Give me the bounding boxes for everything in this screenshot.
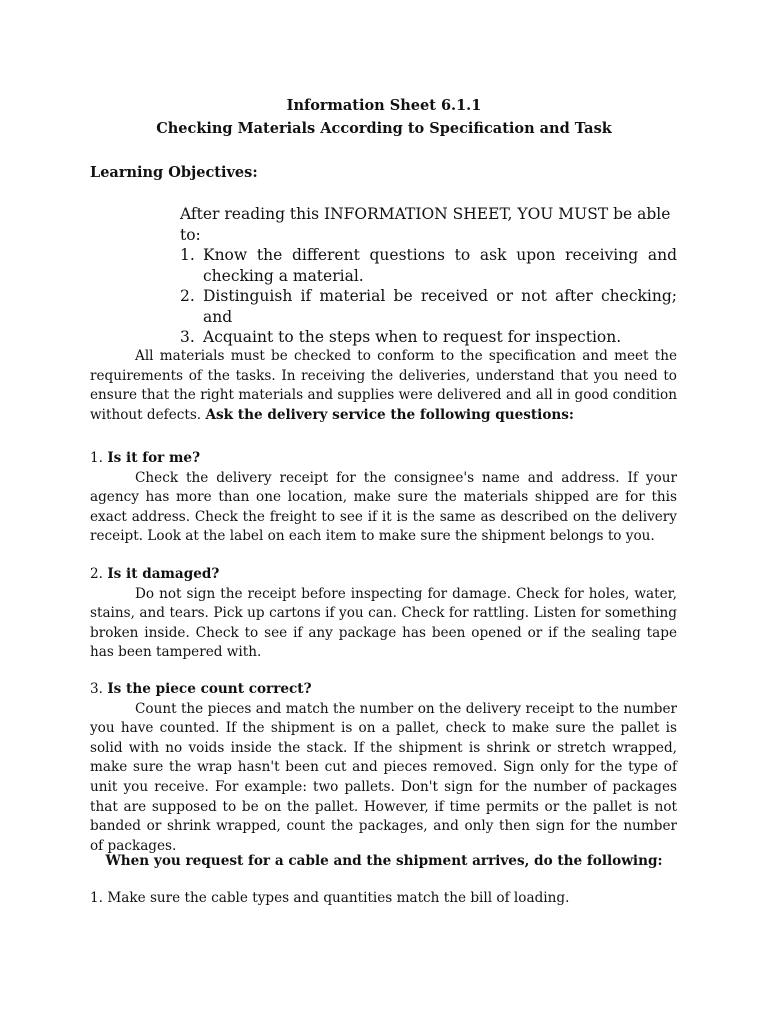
cable-step-number: 1. <box>90 890 103 906</box>
learning-objectives-heading: Learning Objectives: <box>90 164 258 181</box>
learning-objectives-list <box>180 204 677 348</box>
document-title <box>0 94 768 140</box>
question-text: Is the piece count correct? <box>107 681 312 697</box>
objective-item <box>180 245 677 286</box>
objective-number: 2. <box>180 287 195 305</box>
objective-item <box>180 327 677 348</box>
cable-step-text: Make sure the cable types and quantities match the bill of loading. <box>107 890 570 906</box>
question-answer: Count the pieces and match the number on the delivery receipt to the number you have counted. If the shipment is on a pallet, check to make sure the pallet is solid with no voids inside the stack. If the shipment is shrink or stretch wrapped, make sure the wrap hasn't been cut and pieces removed. Sign only for the type of unit you receive. For example: two pallets. Don't sign for the number of packages that are supposed to be on the pallet. However, if time permits or the pallet is not banded or shrink wrapped, count the packages, and only then sign for the number of packages. <box>90 700 677 854</box>
objectives-intro: After reading this INFORMATION SHEET, YOU MUST be able to: <box>180 205 671 244</box>
question-heading <box>90 565 677 585</box>
title-line-1: Information Sheet 6.1.1 <box>286 97 482 114</box>
question-text: Is it for me? <box>107 450 201 466</box>
question-section-1 <box>90 449 677 547</box>
objective-number: 1. <box>180 246 195 264</box>
objective-text: Acquaint to the steps when to request for inspection. <box>203 328 622 346</box>
objective-number: 3. <box>180 328 195 346</box>
question-heading <box>90 449 677 469</box>
objective-text: Distinguish if material be received or not after checking; and <box>203 287 677 326</box>
question-number: 3. <box>90 681 103 697</box>
question-answer: Check the delivery receipt for the consignee's name and address. If your agency has more than one location, make sure the materials shipped are for this exact address. Check the freight to see if it is the same as described on the delivery receipt. Look at the label on each item to make sure the shipment belongs to you. <box>90 469 677 545</box>
question-number: 2. <box>90 566 103 582</box>
question-answer: Do not sign the receipt before inspecting for damage. Check for holes, water, stains, and tears. Pick up cartons if you can. Check for rattling. Listen for something broken inside. Check to see if any package has been opened or if the sealing tape has been tampered with. <box>90 585 677 661</box>
cable-request-heading: When you request for a cable and the shipment arrives, do the following: <box>105 853 663 869</box>
cable-step <box>90 889 569 909</box>
question-section-2 <box>90 565 677 663</box>
objective-text: Know the different questions to ask upon receiving and checking a material. <box>203 246 677 285</box>
question-text: Is it damaged? <box>107 566 220 582</box>
objective-item <box>180 286 677 327</box>
objectives-items <box>180 245 677 348</box>
question-number: 1. <box>90 450 103 466</box>
intro-paragraph <box>90 347 677 425</box>
intro-paragraph-text: All materials must be checked to conform to the specification and meet the requirements of the tasks. In receiving the deliveries, understand that you need to ensure that the right materials and supplies were delivered and all in good condition without defects. <box>90 348 677 423</box>
title-line-2: Checking Materials According to Specification and Task <box>156 120 612 137</box>
question-section-3 <box>90 680 677 856</box>
intro-paragraph-bold: Ask the delivery service the following questions: <box>205 406 574 423</box>
question-heading <box>90 680 677 700</box>
